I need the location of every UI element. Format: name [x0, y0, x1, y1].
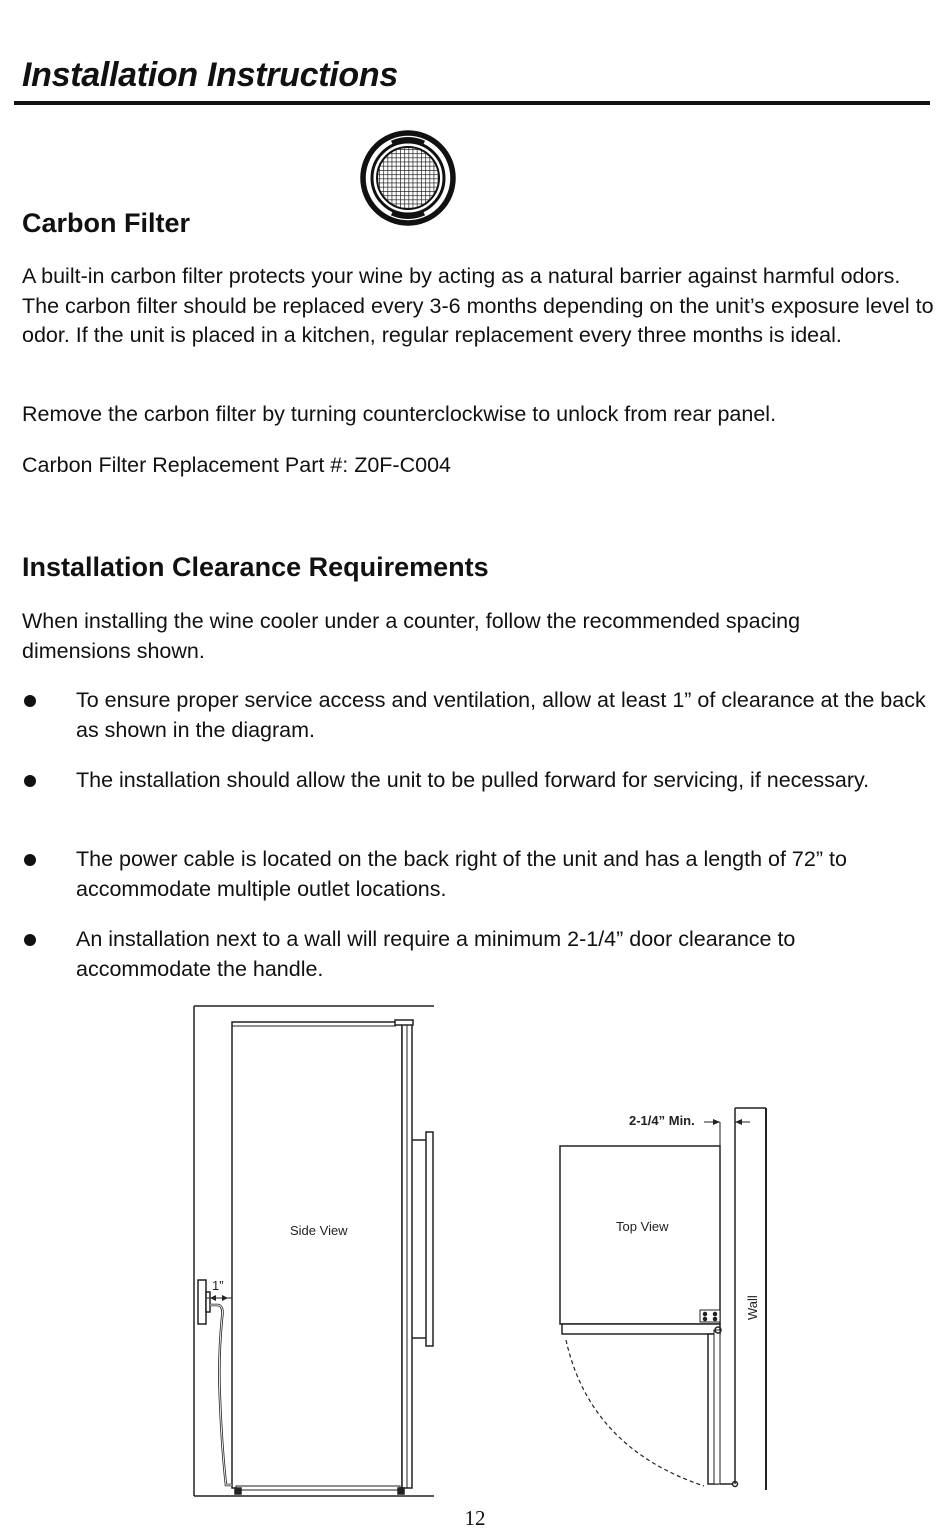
bullet-icon	[24, 775, 36, 787]
bullet-icon	[24, 854, 36, 866]
title-divider	[14, 101, 930, 105]
clearance-bullet: To ensure proper service access and ventilation, allow at least 1” of clearance at the back as shown in the diagram.	[76, 688, 926, 742]
bullet-icon	[24, 934, 36, 946]
back-clearance-label: 1”	[212, 1278, 224, 1293]
door-clearance-label: 2-1/4” Min.	[629, 1113, 695, 1128]
clearance-bullet: An installation next to a wall will require a minimum 2-1/4” door clearance to accommodate the handle.	[76, 927, 796, 981]
clearance-heading: Installation Clearance Requirements	[22, 552, 489, 582]
carbon-filter-description: A built-in carbon filter protects your wine by acting as a natural barrier against harmful odors. The carbon filter should be replaced every 3-6 months depending on the unit’s exposure level to odor. If the unit is placed in a kitchen, regular replacement every three months is ideal.	[22, 264, 934, 347]
side-view-drawing	[194, 1006, 434, 1496]
clearance-bullet: The installation should allow the unit to be pulled forward for servicing, if necessary.	[76, 768, 870, 792]
page-number: 12	[464, 1506, 486, 1530]
carbon-filter-removal: Remove the carbon filter by turning counterclockwise to unlock from rear panel.	[22, 402, 777, 426]
clearance-intro: When installing the wine cooler under a counter, follow the recommended spacing dimensions shown.	[22, 609, 801, 663]
installation-diagram	[0, 1000, 950, 1500]
carbon-filter-part-number: Carbon Filter Replacement Part #: Z0F-C004	[22, 453, 451, 477]
bullet-icon	[24, 695, 36, 707]
page-title: Installation Instructions	[22, 56, 398, 94]
top-view-drawing	[560, 1108, 766, 1490]
wall-label: Wall	[745, 1295, 760, 1320]
clearance-bullet: The power cable is located on the back right of the unit and has a length of 72” to accommodate multiple outlet locations.	[76, 847, 847, 901]
side-view-label: Side View	[290, 1223, 348, 1238]
carbon-filter-heading: Carbon Filter	[22, 208, 191, 238]
top-view-label: Top View	[616, 1219, 669, 1234]
carbon-filter-icon	[358, 128, 458, 228]
